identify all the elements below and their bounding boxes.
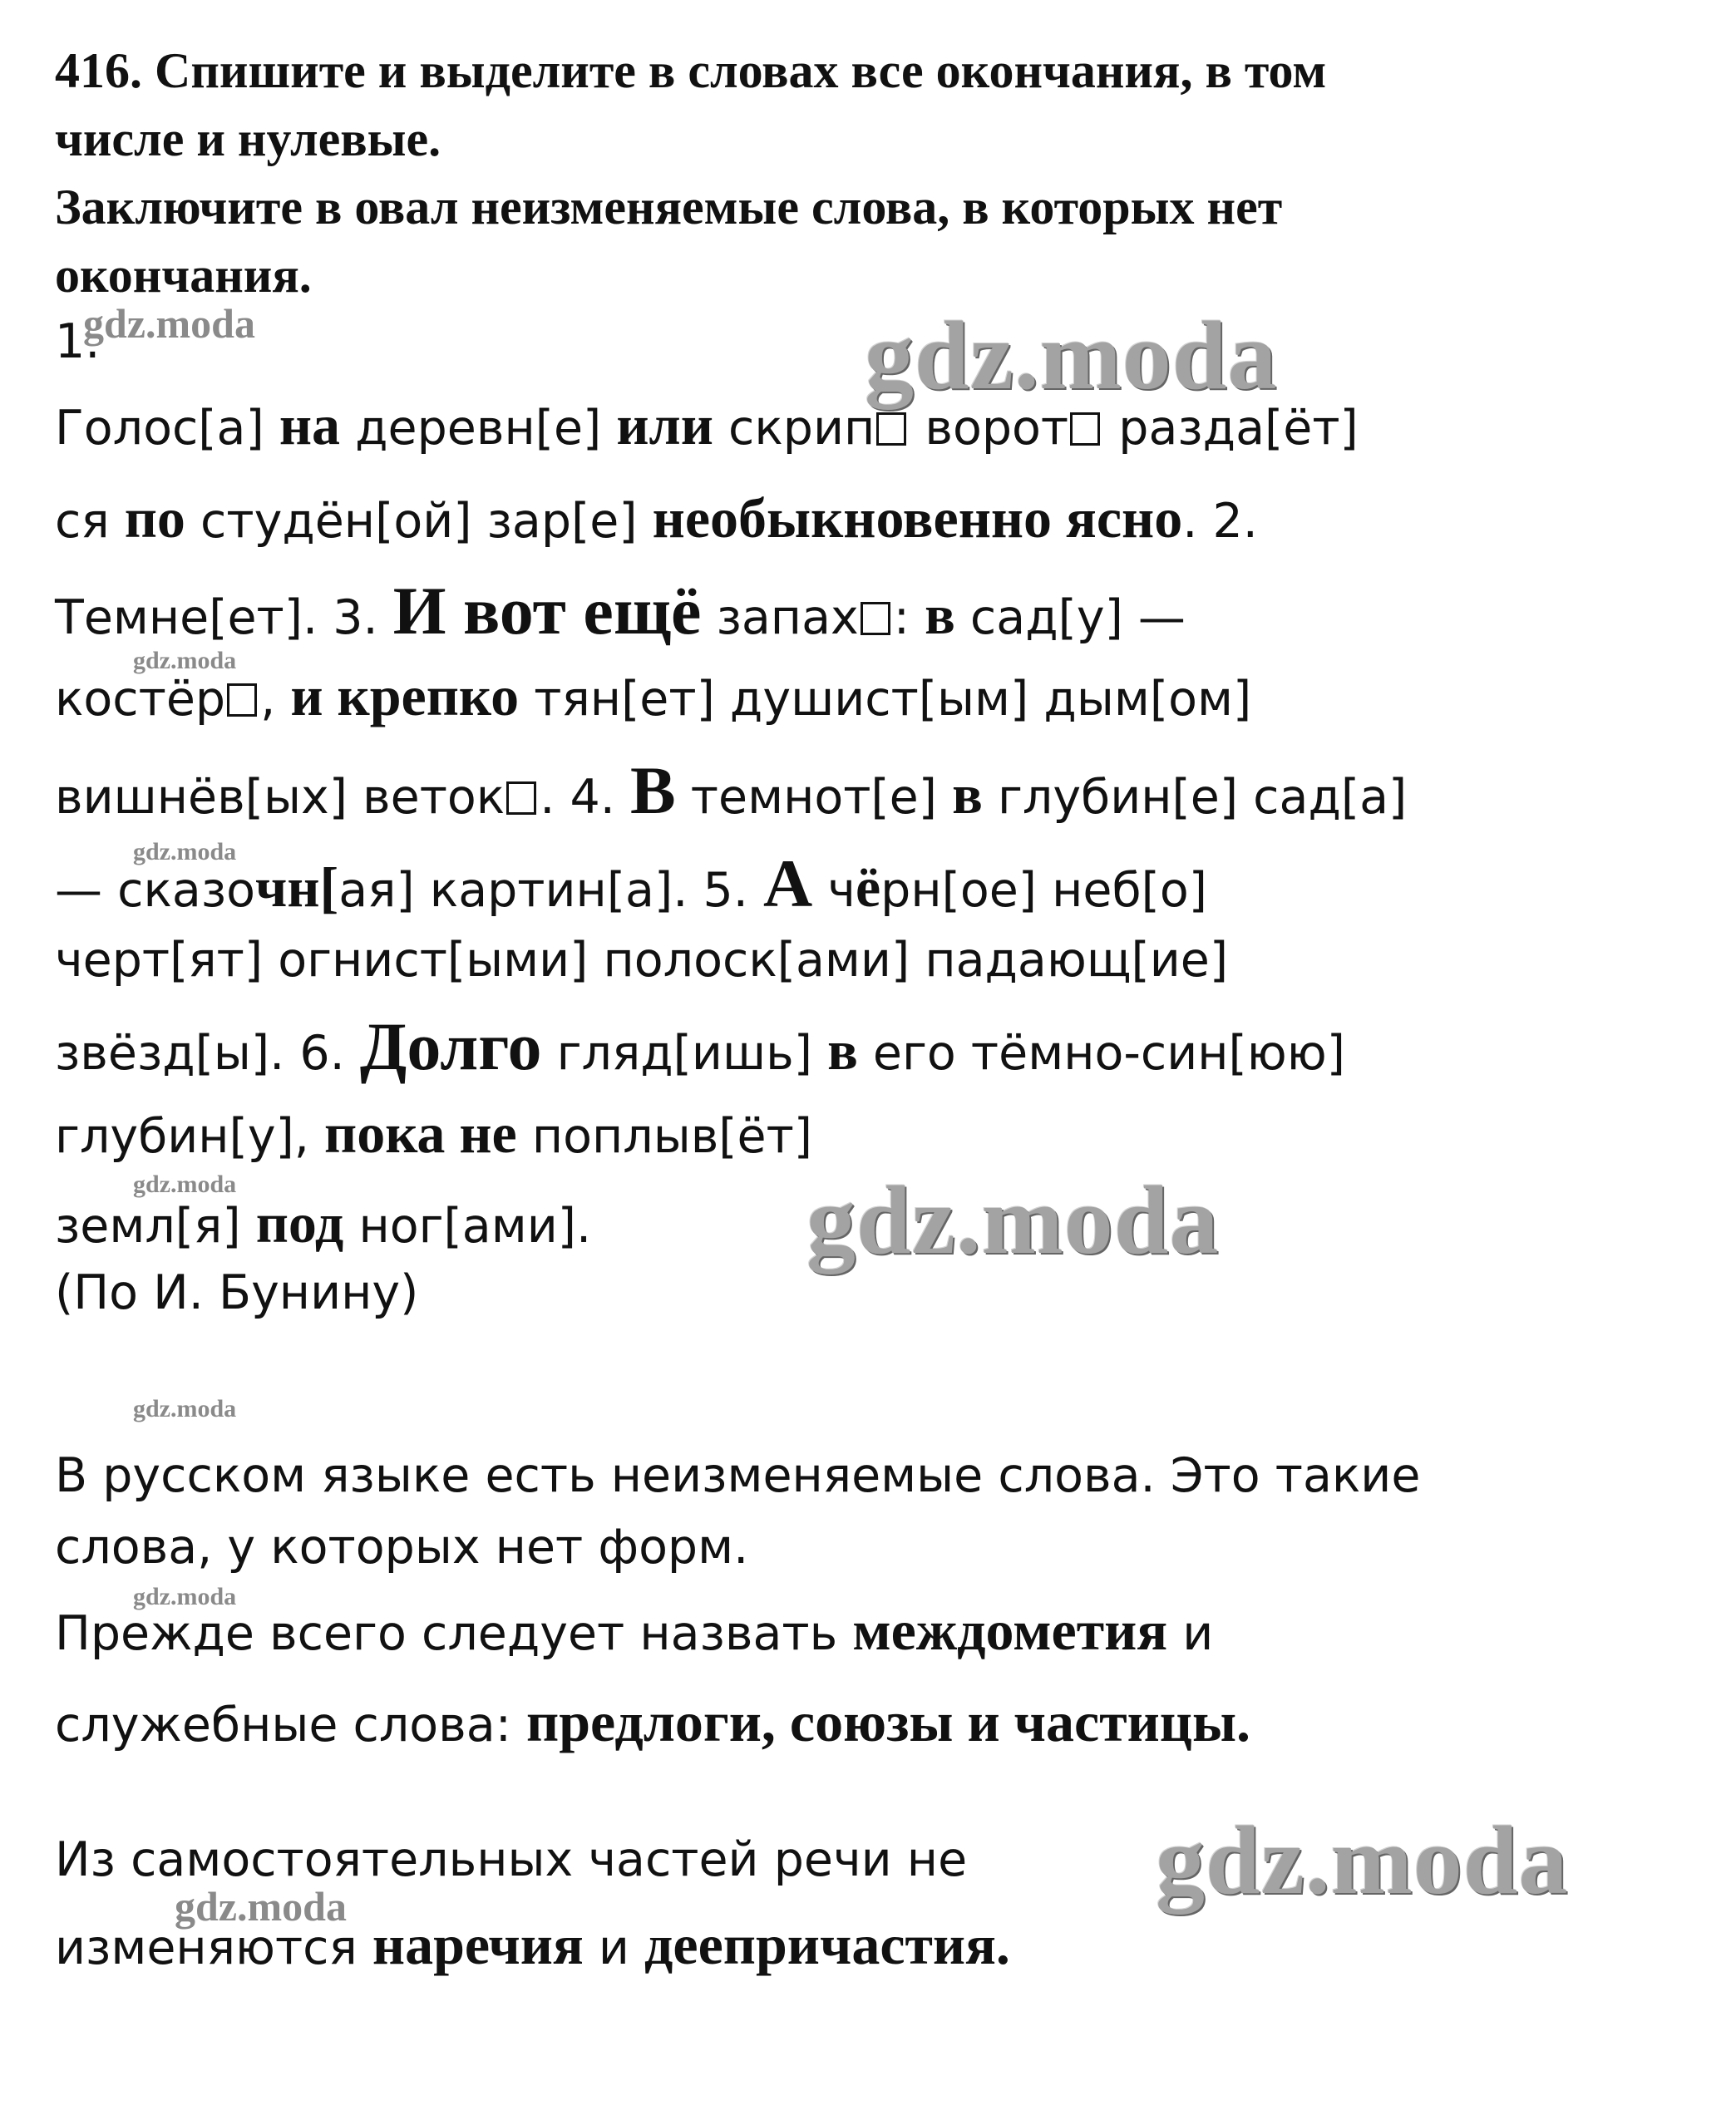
theory-line-1: В русском языке есть неизменяемые слова. Это такие	[55, 1448, 1421, 1503]
task-line: Заключите в овал неизменяемые слова, в которых нет	[55, 180, 1283, 234]
task-number: 416.	[55, 43, 142, 98]
answer-line-1: Голос[а] на деревн[е] или скрип ворот разда[ёт]	[55, 393, 1359, 456]
zero-ending-box	[861, 602, 890, 635]
answer-line-9: глубин[у], пока не поплыв[ёт]	[55, 1102, 813, 1165]
watermark: gdz.moda	[133, 1395, 237, 1422]
watermark: gdz.moda	[133, 838, 237, 865]
answer-line-7: черт[ят] огнист[ыми] полоск[ами] падающ[ие]	[55, 933, 1229, 988]
answer-line-8: звёзд[ы]. 6. Долго гляд[ишь] в его тёмно-син[юю]	[55, 1008, 1345, 1084]
sentence-number: 1.	[55, 314, 101, 369]
task-line: окончания.	[55, 248, 312, 303]
watermark: gdz.moda	[175, 1883, 347, 1930]
answer-line-3: Темне[ет]. 3. И вот ещё запах : в сад[у] —	[55, 573, 1186, 648]
watermark: gdz.moda	[133, 647, 237, 674]
theory-line-3: Прежде всего следует назвать междометия и	[55, 1599, 1214, 1662]
task-heading	[55, 37, 1701, 309]
theory-line-6: изменяются наречия и деепричастия.	[55, 1913, 1010, 1976]
task-line: числе и нулевые.	[55, 111, 441, 166]
watermark: gdz.moda	[1156, 1806, 1569, 1915]
task-line: 416. Спишите и выделите в словах все окончания, в том	[55, 43, 1327, 98]
zero-ending-box	[1070, 412, 1100, 446]
theory-line-4: служебные слова: предлоги, союзы и частицы.	[55, 1690, 1251, 1753]
watermark: gdz.moda	[133, 1583, 237, 1610]
watermark: gdz.moda	[865, 301, 1278, 410]
theory-line-2: слова, у которых нет форм.	[55, 1520, 749, 1575]
answer-line-4: костёр , и крепко тян[ет] душист[ым] дым[ом]	[55, 664, 1252, 727]
zero-ending-box	[506, 781, 536, 815]
answer-line-2: ся по студён[ой] зар[е] необыкновенно ясно. 2.	[55, 486, 1258, 550]
watermark: gdz.moda	[83, 300, 255, 347]
answer-line-5: вишнёв[ых] веток . 4. В темнот[е] в глубин[е] сад[а]	[55, 752, 1408, 828]
theory-line-5: Из самостоятельных частей речи не	[55, 1832, 968, 1887]
answer-line-10: земл[я] под ног[ами].	[55, 1191, 592, 1255]
zero-ending-box	[876, 412, 906, 446]
watermark: gdz.moda	[133, 1171, 237, 1198]
zero-ending-box	[227, 683, 257, 717]
answer-line-6: — сказочн[ая] картин[а]. 5. А чёрн[ое] неб[о]	[55, 845, 1207, 921]
source-citation: (По И. Бунину)	[55, 1265, 419, 1320]
watermark: gdz.moda	[806, 1166, 1220, 1274]
